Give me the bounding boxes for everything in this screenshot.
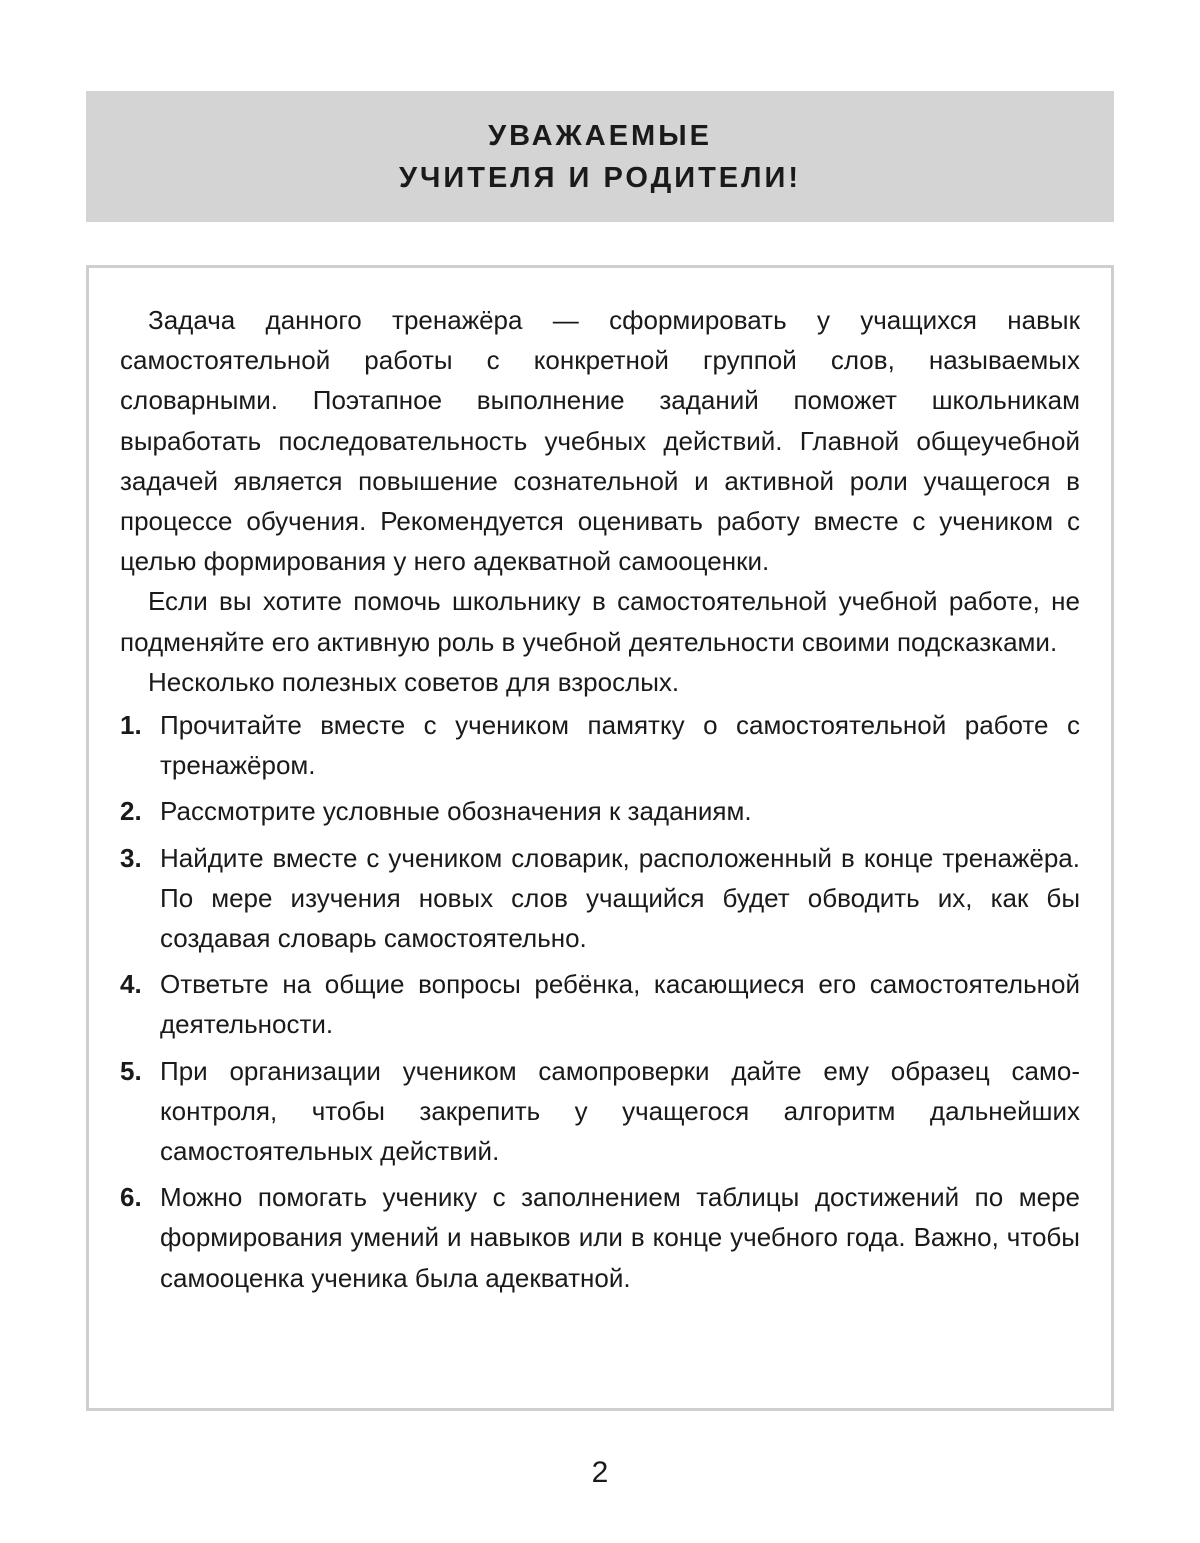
list-item-number: 4. bbox=[120, 969, 142, 1000]
list-item-text: При организации учеником самопроверки дайте ему образец самоконтроля, чтобы закрепить у учащегося алгоритм дальнейших самостоятельных действий. bbox=[160, 1055, 1080, 1167]
list-item-text: Найдите вместе с учеником словарик, расположенный в конце тренажёра. По мере изучения новых слов учащийся будет обводить их, как бы создавая словарь самостоятельно. bbox=[160, 842, 1080, 954]
help-paragraph: Если вы хотите помочь школьнику в самостоятельной учебной работе, не подменяйте его активную роль в учебной деятельности своими подсказками. bbox=[120, 586, 1080, 657]
list-item-text: Ответьте на общие вопросы ребёнка, касающиеся его самостоятельной деятельности. bbox=[160, 969, 1080, 1040]
list-item bbox=[120, 1177, 1080, 1298]
list-item-number: 2. bbox=[120, 796, 142, 827]
list-item-number: 5. bbox=[120, 1055, 142, 1086]
title-line-1: УВАЖАЕМЫЕ bbox=[488, 119, 712, 152]
list-item-number: 1. bbox=[120, 710, 142, 741]
title-line-2: УЧИТЕЛЯ И РОДИТЕЛИ! bbox=[398, 161, 801, 194]
list-item bbox=[120, 838, 1080, 959]
list-item-number: 3. bbox=[120, 842, 142, 873]
list-item-text: Прочитайте вместе с учеником памятку о самостоятельной работе с тренажёром. bbox=[160, 710, 1080, 781]
list-item bbox=[120, 1051, 1080, 1172]
list-item bbox=[120, 964, 1080, 1044]
list-item bbox=[120, 791, 1080, 831]
content-body bbox=[120, 300, 1080, 1304]
page-number: 2 bbox=[591, 1456, 609, 1489]
tips-intro: Несколько полезных советов для взрослых. bbox=[148, 666, 680, 697]
title-banner bbox=[86, 91, 1114, 222]
list-item-text: Рассмотрите условные обозначения к заданиям. bbox=[160, 796, 752, 827]
list-item-text: Можно помогать ученику с заполнением таблицы достижений по мере формирования умений и навыков или в конце учебного года. Важно, чтобы самооценка ученика была адекватной. bbox=[160, 1182, 1080, 1293]
list-item-number: 6. bbox=[120, 1182, 142, 1213]
list-item bbox=[120, 705, 1080, 785]
tips-list bbox=[120, 705, 1080, 1298]
intro-paragraph: Задача данного тренажёра — сформировать у учащихся навык самостоятельной работы с конкретной группой слов, называемых словарными. Поэтапное выполнение заданий поможет школьникам выработать последовательность учебных действий. Главной общеучебной задачей является повышение сознательной и активной роли учащегося в процессе обучения. Рекомендуется оценивать работу вместе с учеником с целью формирования у него адекватной самооценки. bbox=[120, 305, 1080, 577]
